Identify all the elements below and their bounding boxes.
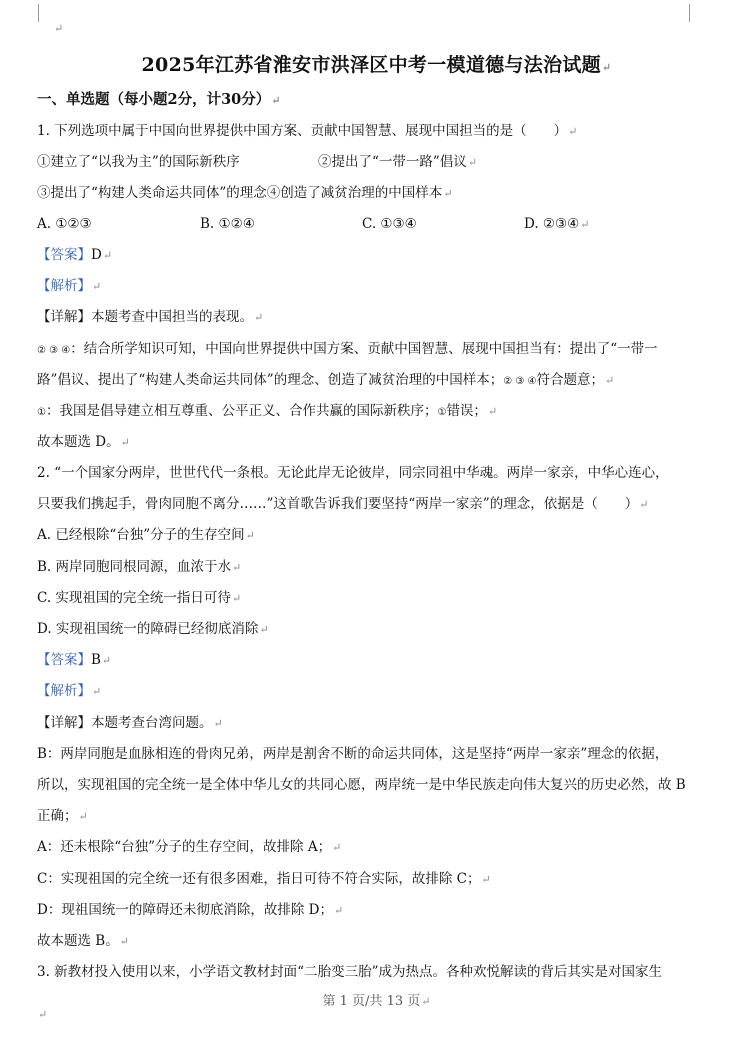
q1-item34: ③提出了“构建人类命运共同体”的理念④创造了减贫治理的中国样本↵ [37,185,453,201]
return-mark-bottom: ↵ [38,1008,48,1021]
q2-option-b: B. 两岸同胞同根同源，血浓于水↵ [37,559,242,575]
q1-option-c: C. ①③④ [362,216,417,232]
return-mark-top: ↵ [54,22,64,35]
q2-explain-d: D：现祖国统一的障碍还未彻底消除，故排除 D；↵ [37,902,344,918]
q1-answer: 【答案】D↵ [37,247,113,263]
q1-option-b: B. ①②④ [200,216,255,232]
q2-option-d: D. 实现祖国统一的障碍已经彻底消除↵ [37,621,269,637]
q1-conclusion: 故本题选 D。↵ [37,434,130,450]
section-heading: 一、单选题（每小题2分，计30分）↵ [37,91,281,108]
q1-detail: 【详解】本题考查中国担当的表现。↵ [37,309,264,325]
q1-item1: ①建立了“以我为主”的国际新秩序 [37,154,240,170]
q2-detail: 【详解】本题考查台湾问题。↵ [37,715,223,731]
page-title: 2025年江苏省淮安市洪泽区中考一模道德与法治试题↵ [141,54,612,76]
q2-stem-2: 只要我们携起手，骨肉同胞不离分……”这首歌告诉我们要坚持“两岸一家亲”的理念，依据是（ ）↵ [37,496,649,512]
q2-explain-a: A：还未根除“台独”分子的生存空间，故排除 A；↵ [37,839,342,855]
q2-option-c: C. 实现祖国的完全统一指日可待↵ [37,590,242,606]
q2-analysis: 【解析】↵ [37,683,102,699]
q1-explain-3: ①：我国是倡导建立相互尊重、公平正义、合作共赢的国际新秩序；①错误；↵ [37,403,498,419]
q2-conclusion: 故本题选 B。↵ [37,933,129,949]
q2-stem-1: 2. “一个国家分两岸，世世代代一条根。无论此岸无论彼岸，同宗同祖中华魂。两岸一家亲，中华心连心， [37,465,669,481]
q1-option-d: D. ②③④↵ [524,216,590,232]
q1-item2: ②提出了“一带一路”倡议↵ [318,154,478,170]
crop-mark-left [38,4,39,22]
q1-analysis: 【解析】↵ [37,278,102,294]
q2-explain-c: C：实现祖国的完全统一还有很多困难，指日可待不符合实际，故排除 C；↵ [37,871,491,887]
q3-stem-1: 3. 新教材投入使用以来，小学语文教材封面“二胎变三胎”成为热点。各种欢悦解读的背后其实是对国家生 [37,964,662,980]
q1-explain-2: 路”倡议、提出了“构建人类命运共同体”的理念、创造了减贫治理的中国样本；② ③ ④符合题意；↵ [37,372,615,388]
q1-option-a: A. ①②③ [37,216,92,232]
q2-answer: 【答案】B↵ [37,652,112,668]
q1-explain-1: ② ③ ④：结合所学知识可知，中国向世界提供中国方案、贡献中国智慧、展现中国担当有：提出了“一带一 [37,341,658,357]
q2-explain-b-1: B：两岸同胞是血脉相连的骨肉兄弟，两岸是割舍不断的命运共同体，这是坚持“两岸一家亲”理念的依据， [37,746,669,762]
q2-explain-b-3: 正确；↵ [37,808,88,824]
crop-mark-right [689,4,690,22]
q1-stem: 1. 下列选项中属于中国向世界提供中国方案、贡献中国智慧、展现中国担当的是（ ）↵ [37,123,578,139]
page-footer: 第 1 页/共 13 页↵ [322,994,431,1009]
q2-explain-b-2: 所以，实现祖国的完全统一是全体中华儿女的共同心愿，两岸统一是中华民族走向伟大复兴的历史必然，故 B [37,777,686,793]
q2-option-a: A. 已经根除“台独”分子的生存空间↵ [37,527,255,543]
